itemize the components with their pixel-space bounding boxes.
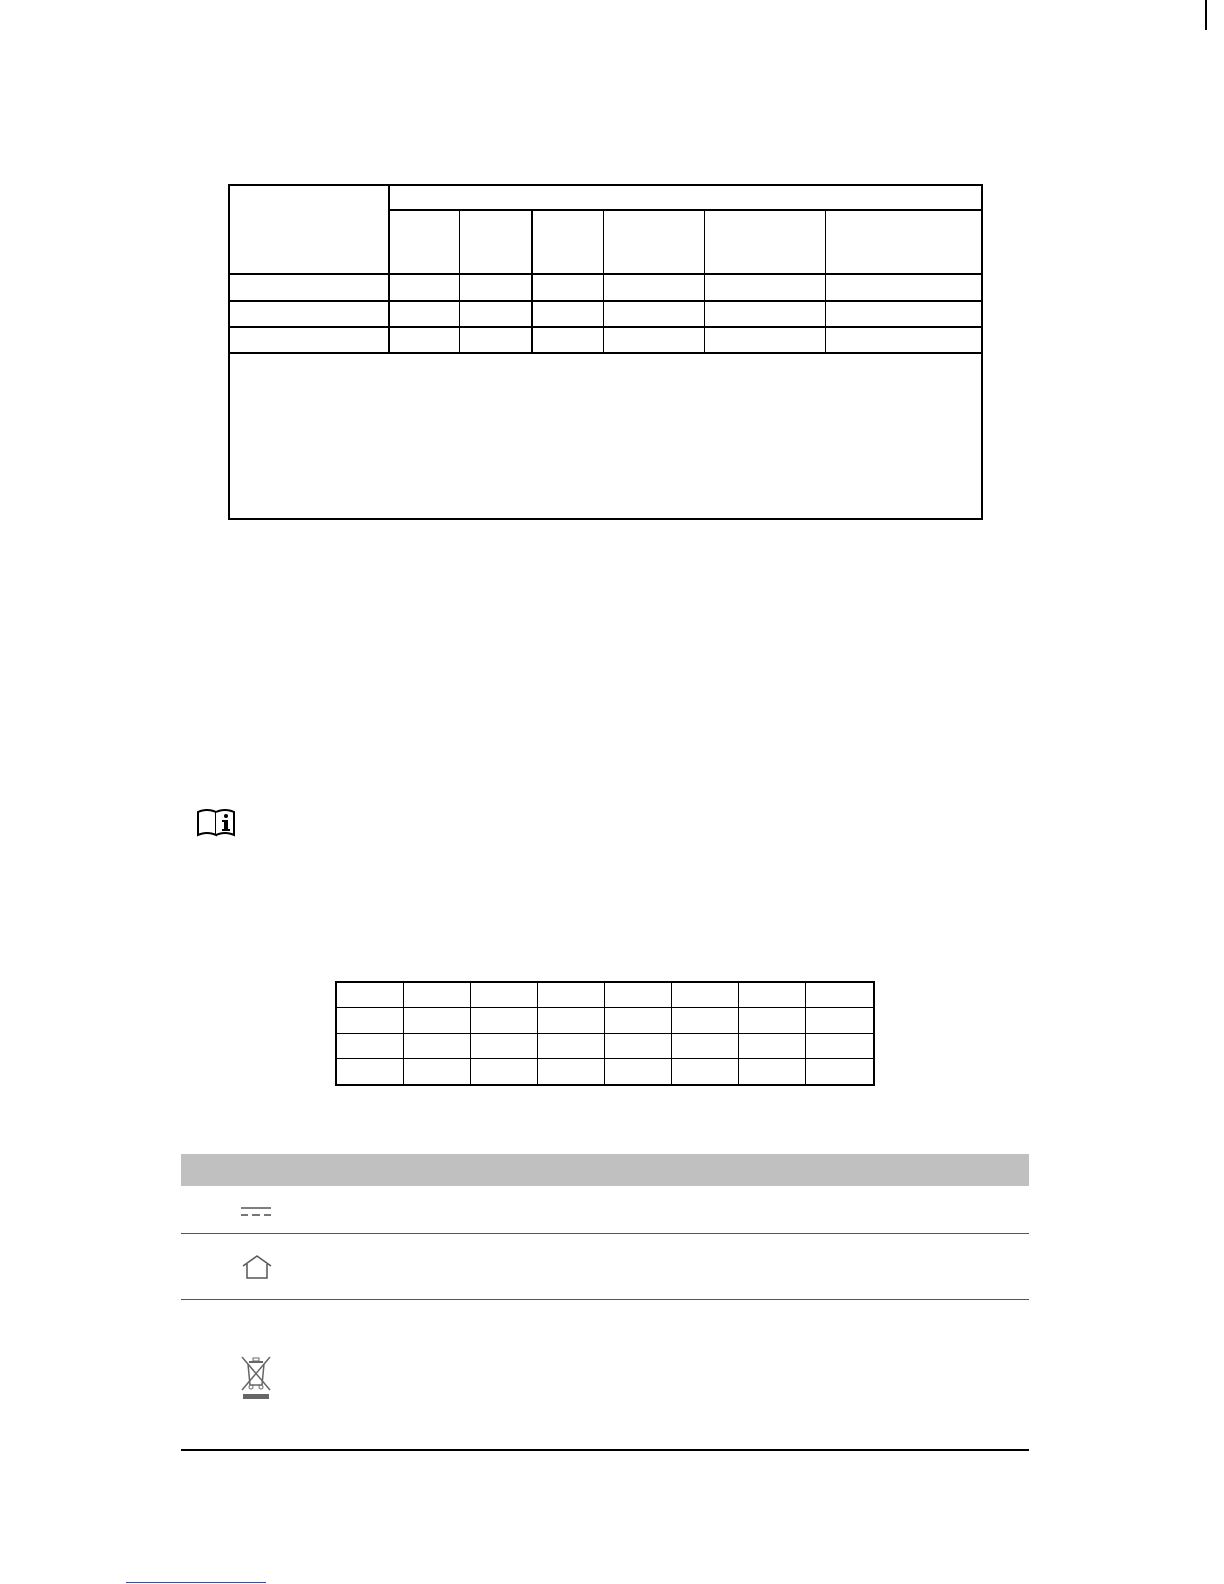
table-cell xyxy=(337,1034,404,1059)
table-bottom-rule xyxy=(181,1449,1029,1451)
table-cell xyxy=(471,1059,538,1084)
table-rule xyxy=(230,352,983,354)
table-cell xyxy=(672,1008,739,1033)
table-cell xyxy=(471,983,538,1008)
table-cell xyxy=(672,983,739,1008)
table-cell xyxy=(471,1034,538,1059)
page-edge-marker xyxy=(1205,0,1207,30)
table-rule xyxy=(230,300,983,302)
table-cell xyxy=(605,1008,672,1033)
table-rule xyxy=(389,209,983,211)
read-manual-info-icon xyxy=(196,808,238,838)
substances-table xyxy=(228,184,983,520)
crossed-out-wheelie-bin-icon xyxy=(240,1355,272,1401)
values-grid-table xyxy=(335,981,875,1086)
table-cell xyxy=(672,1059,739,1084)
table-cell xyxy=(471,1008,538,1033)
table-cell xyxy=(806,1034,873,1059)
indoor-use-house-icon xyxy=(241,1254,273,1280)
table-rule xyxy=(531,210,533,354)
table-rule xyxy=(825,210,826,354)
table-cell xyxy=(806,1008,873,1033)
table-cell xyxy=(739,983,806,1008)
table-cell xyxy=(337,1059,404,1084)
table-rule xyxy=(388,186,390,354)
table-cell xyxy=(605,983,672,1008)
table-cell xyxy=(538,1008,605,1033)
table-rule xyxy=(230,273,983,275)
table-cell xyxy=(605,1034,672,1059)
table-rule xyxy=(704,210,705,354)
table-cell xyxy=(672,1034,739,1059)
table-cell xyxy=(538,1059,605,1084)
footer-link[interactable] xyxy=(126,1582,266,1583)
table-cell xyxy=(739,1034,806,1059)
table-cell xyxy=(739,1059,806,1084)
table-cell xyxy=(404,1008,471,1033)
table-cell xyxy=(538,1034,605,1059)
symbols-table-header xyxy=(181,1154,1029,1186)
table-rule xyxy=(230,326,983,328)
table-cell xyxy=(404,983,471,1008)
table-rule xyxy=(181,1299,1029,1300)
table-rule xyxy=(459,210,460,354)
table-cell xyxy=(404,1034,471,1059)
table-cell xyxy=(538,983,605,1008)
table-cell xyxy=(404,1059,471,1084)
table-cell xyxy=(337,1008,404,1033)
table-cell xyxy=(337,983,404,1008)
table-cell xyxy=(806,1059,873,1084)
direct-current-icon xyxy=(240,1205,272,1219)
table-cell xyxy=(739,1008,806,1033)
table-cell xyxy=(605,1059,672,1084)
table-rule xyxy=(181,1233,1029,1234)
table-rule xyxy=(603,210,604,354)
table-cell xyxy=(806,983,873,1008)
